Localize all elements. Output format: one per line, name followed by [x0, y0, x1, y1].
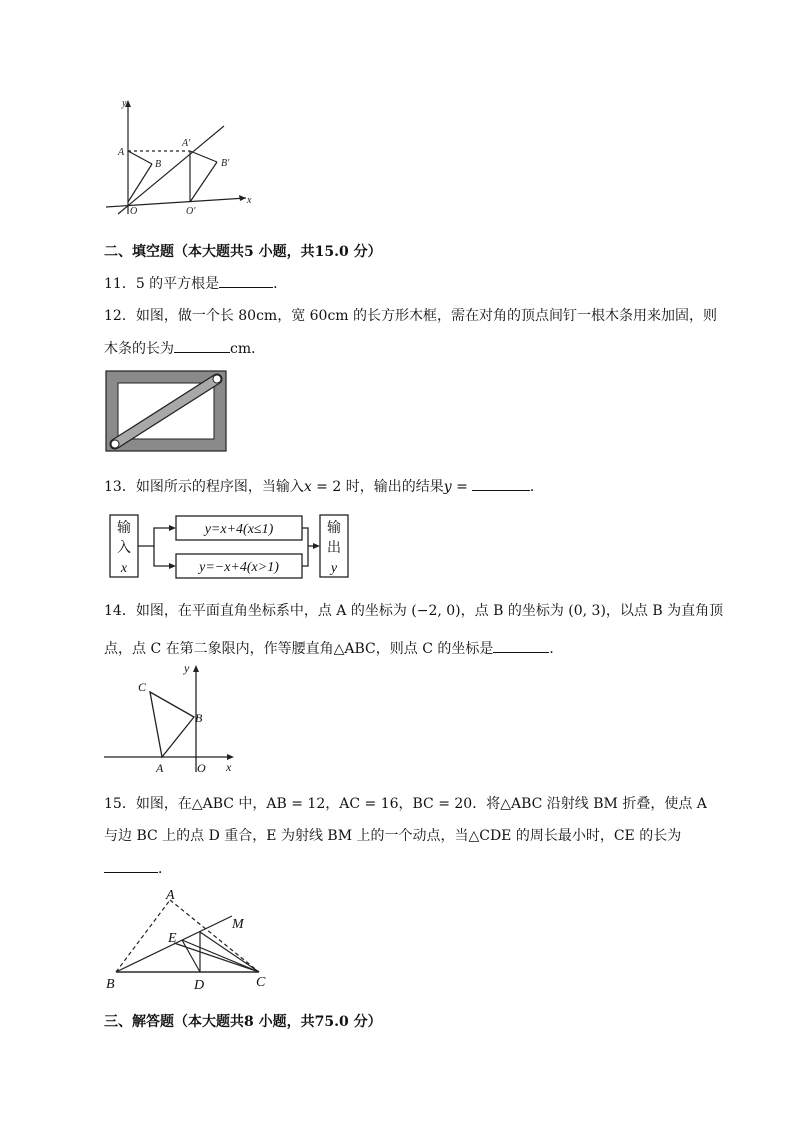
- nail-bottom: [111, 440, 119, 448]
- q13-var-y: y: [443, 479, 452, 495]
- q12-line2: [104, 338, 265, 359]
- question-13: [104, 476, 544, 497]
- q14-line1: 14．如图，在平面直角坐标系中，点 A 的坐标为 (−2, 0)，点 B 的坐标为 (0, 3)，以点 B 为直角顶: [104, 603, 724, 619]
- q15-line2: 与边 BC 上的点 D 重合，E 为射线 BM 上的一个动点，当△CDE 的周长最小时，CE 的长为: [104, 828, 682, 844]
- label-b: B: [155, 159, 162, 170]
- segment-b-prime-o-prime: [190, 162, 217, 202]
- segment-ed: [182, 940, 200, 972]
- q14-line2a: 点，点 C 在第二象限内，作等腰直角△ABC，则点 C 的坐标是: [104, 641, 494, 657]
- segment-ac-dashed: [170, 900, 259, 972]
- triangle-abc-coordinate-figure: [104, 660, 244, 776]
- q14-line2b: ．: [549, 641, 564, 657]
- output-var: y: [330, 561, 338, 576]
- x-axis-arrow: [239, 195, 246, 201]
- q13-answer-blank: [472, 476, 530, 491]
- segment-ec: [182, 940, 259, 972]
- input-char-2: 入: [117, 541, 131, 556]
- triangle-abc: [150, 692, 194, 757]
- section2-heading: 二、填空题（本大题共5 小题，共15.0 分）: [104, 244, 382, 260]
- section3-heading: 三、解答题（本大题共8 小题，共75.0 分）: [104, 1014, 382, 1030]
- label-d: D: [194, 978, 205, 992]
- translation-figure: [100, 96, 260, 220]
- input-var: x: [120, 561, 128, 576]
- label-o-prime: O': [186, 206, 196, 217]
- label-e: E: [168, 931, 177, 946]
- x-axis: [106, 198, 246, 207]
- label-y: y: [184, 661, 190, 675]
- q14-line2: [104, 638, 563, 659]
- case-1-formula: y=x+4(x≤1): [204, 522, 274, 537]
- arrow-to-case-1: [138, 528, 170, 546]
- q11-text: 11．5 的平方根是: [104, 276, 220, 292]
- segment-ab-dashed: [116, 900, 170, 972]
- label-m: M: [232, 917, 244, 932]
- segment-e-c-outer: [174, 943, 259, 972]
- q12-answer-blank: [174, 338, 230, 353]
- y-axis-arrow: [193, 665, 199, 672]
- label-x: x: [247, 195, 252, 206]
- q11-answer-blank: [219, 273, 273, 288]
- q13-eq2: =: [451, 479, 468, 495]
- segment-a-prime-b-prime: [190, 151, 217, 162]
- q13-text-a: 13．如图所示的程序图，当输入: [104, 479, 304, 495]
- label-b-prime: B': [221, 158, 230, 169]
- label-c: C: [138, 680, 147, 694]
- arrowhead-2: [169, 563, 176, 569]
- label-o: O: [130, 206, 138, 217]
- arrow-to-case-2: [154, 546, 170, 566]
- segment-ab: [128, 151, 152, 164]
- q13-eq: = 2 时，输出的结果: [311, 479, 444, 495]
- label-b: B: [106, 977, 115, 992]
- q15-line1: 15．如图，在△ABC 中，AB = 12，AC = 16，BC = 20．将△ABC 沿射线 BM 折叠，使点 A: [104, 796, 707, 812]
- question-11: [104, 273, 287, 294]
- label-x: x: [226, 760, 232, 774]
- q15-line3-end: ．: [158, 861, 172, 877]
- q13-var-x: x: [303, 479, 312, 495]
- q15-answer-blank: [104, 858, 158, 873]
- folding-triangle-figure: [104, 888, 276, 992]
- wooden-frame-figure: [105, 370, 227, 452]
- program-flowchart: [108, 512, 358, 580]
- case-2-formula: y=−x+4(x>1): [199, 560, 279, 575]
- arrowhead-3: [313, 543, 320, 549]
- label-o: O: [197, 761, 206, 775]
- nail-top: [213, 375, 221, 383]
- label-a: A: [156, 761, 164, 775]
- segment-to-c: [200, 932, 259, 972]
- q14-answer-blank: [493, 638, 549, 653]
- q15-line3: [104, 858, 172, 879]
- label-c: C: [256, 975, 266, 990]
- label-y: y: [122, 98, 127, 109]
- input-char-1: 输: [117, 521, 131, 536]
- label-b: B: [195, 711, 203, 725]
- label-a: A: [166, 888, 175, 903]
- q11-end: ．: [273, 276, 288, 292]
- q12-line1: 12．如图，做一个长 80cm，宽 60cm 的长方形木框，需在对角的顶点间钉一根木条用来加固，则: [104, 308, 718, 324]
- label-a: A: [118, 147, 125, 158]
- output-char-1: 输: [327, 521, 341, 536]
- q12-line2b: cm．: [230, 341, 266, 357]
- arrowhead-1: [169, 525, 176, 531]
- output-char-2: 出: [327, 541, 341, 556]
- q12-line2a: 木条的长为: [104, 341, 174, 357]
- q13-end: ．: [529, 479, 544, 495]
- merge-line: [302, 528, 308, 566]
- label-a-prime: A': [182, 138, 191, 149]
